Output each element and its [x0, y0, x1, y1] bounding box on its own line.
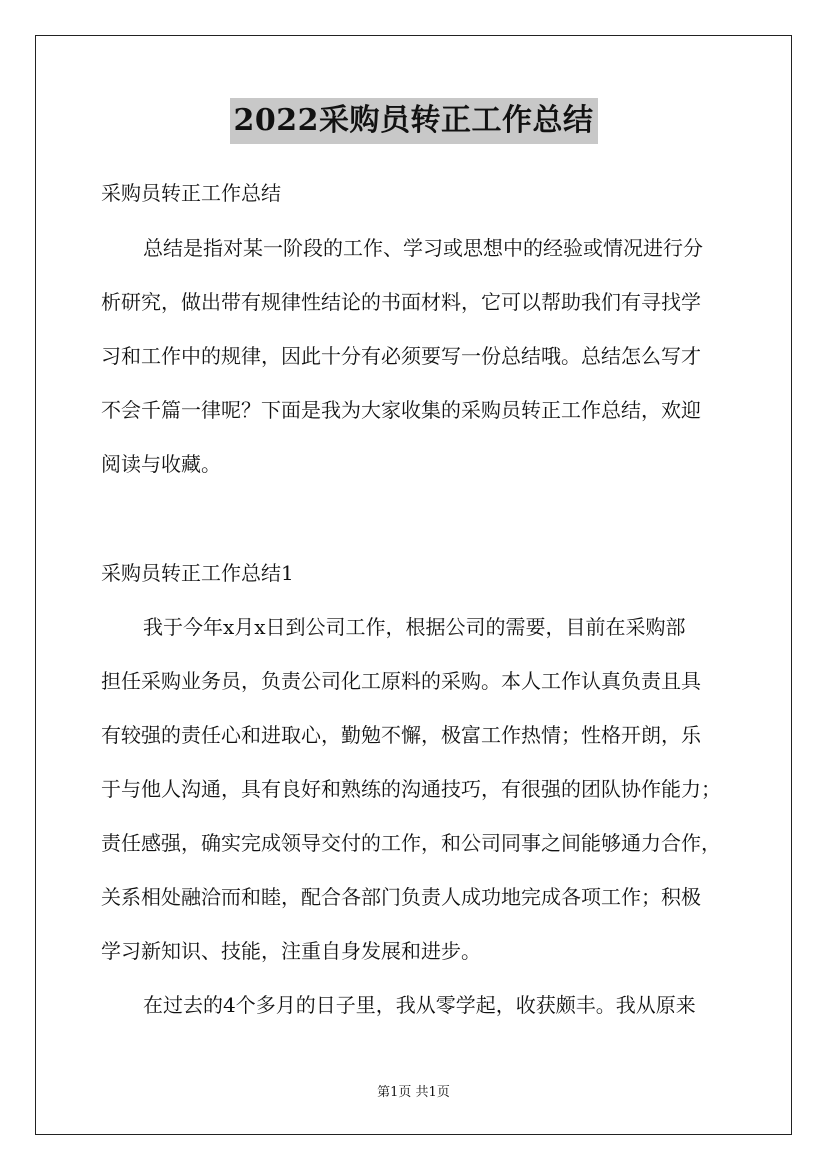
- section-line: 学习新知识、技能，注重自身发展和进步。: [101, 939, 481, 963]
- intro-line: 阅读与收藏。: [101, 452, 221, 476]
- intro-line: 总结是指对某一阶段的工作、学习或思想中的经验或情况进行分: [143, 236, 703, 260]
- section-line: 有较强的责任心和进取心，勤勉不懈，极富工作热情；性格开朗，乐: [101, 723, 701, 747]
- section-line: 责任感强，确实完成领导交付的工作，和公司同事之间能够通力合作，: [101, 831, 721, 855]
- section-line: 我于今年x月x日到公司工作，根据公司的需要，目前在采购部: [143, 615, 686, 639]
- document-title: 2022采购员转正工作总结: [230, 98, 598, 144]
- page-footer: 第1页 共1页: [377, 1085, 450, 1100]
- paragraph-line: 在过去的4个多月的日子里，我从零学起，收获颇丰。我从原来: [143, 993, 696, 1017]
- title-container: [0, 98, 827, 144]
- section-line: 于与他人沟通，具有良好和熟练的沟通技巧，有很强的团队协作能力；: [101, 777, 721, 801]
- section-line: 关系相处融洽而和睦，配合各部门负责人成功地完成各项工作；积极: [101, 885, 701, 909]
- subtitle: 采购员转正工作总结: [101, 181, 281, 205]
- intro-line: 习和工作中的规律，因此十分有必须要写一份总结哦。总结怎么写才: [101, 344, 701, 368]
- section-heading: 采购员转正工作总结1: [101, 561, 294, 585]
- intro-line: 不会千篇一律呢？下面是我为大家收集的采购员转正工作总结，欢迎: [101, 398, 701, 422]
- intro-line: 析研究，做出带有规律性结论的书面材料，它可以帮助我们有寻找学: [101, 290, 701, 314]
- section-line: 担任采购业务员，负责公司化工原料的采购。本人工作认真负责且具: [101, 669, 701, 693]
